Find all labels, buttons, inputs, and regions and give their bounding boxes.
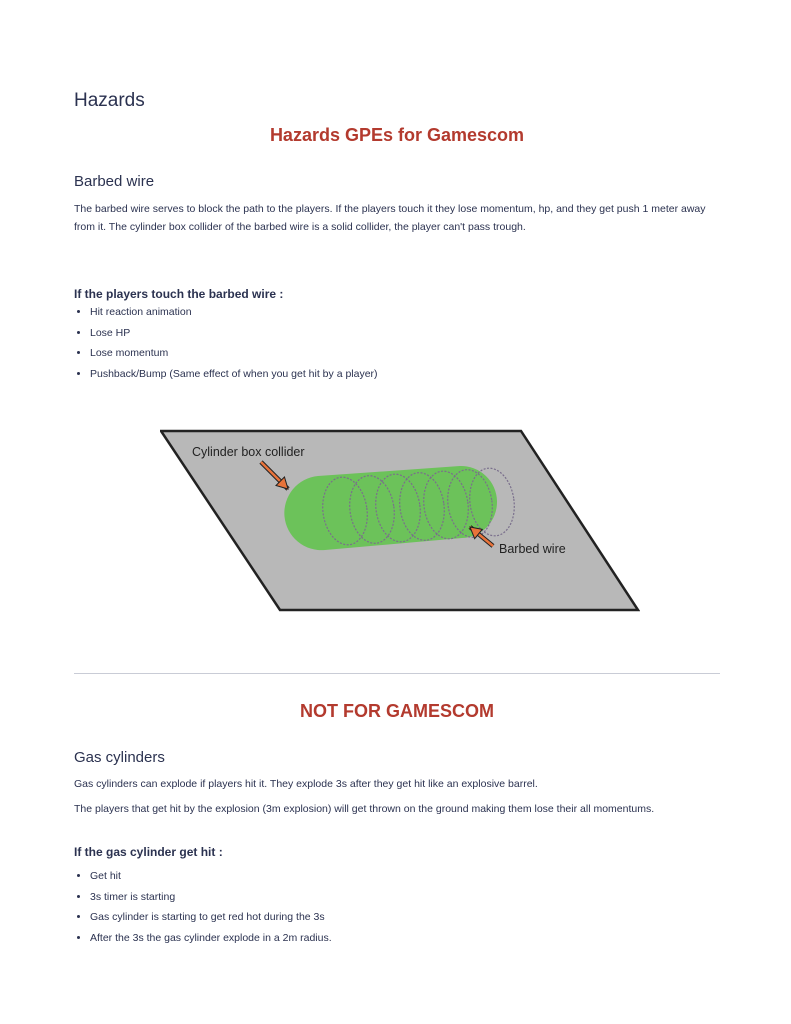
- cylinder-collider: [284, 466, 497, 550]
- page-title: Hazards: [74, 90, 145, 111]
- barbed-wire-diagram: [160, 428, 640, 614]
- list-item: • Hit reaction animation: [90, 302, 378, 323]
- list-item: • 3s timer is starting: [90, 887, 332, 908]
- list-item: • Lose HP: [90, 323, 378, 344]
- barbed-wire-title: Barbed wire: [74, 173, 155, 190]
- list-item: • Gas cylinder is starting to get red hot during the 3s: [90, 907, 332, 928]
- gas-cylinders-description-1: Gas cylinders can explode if players hit it. They explode 3s after they get hit like an explosive barrel.: [74, 778, 538, 790]
- gas-cylinder-steps-list: [74, 866, 332, 949]
- not-gamescom-heading: NOT FOR GAMESCOM: [300, 701, 494, 721]
- barbed-wire-effects-list: [74, 302, 378, 385]
- list-item: • Pushback/Bump (Same effect of when you get hit by a player): [90, 364, 378, 385]
- gamescom-heading: Hazards GPEs for Gamescom: [269, 125, 525, 145]
- gas-cylinders-description-2: The players that get hit by the explosion (3m explosion) will get thrown on the ground making them lose their all momentums.: [74, 803, 655, 815]
- collider-label: Cylinder box collider: [192, 445, 305, 459]
- section-divider: [74, 673, 720, 674]
- list-item: • Lose momentum: [90, 343, 378, 364]
- barbed-wire-label: Barbed wire: [499, 542, 566, 556]
- list-item: • After the 3s the gas cylinder explode in a 2m radius.: [90, 928, 332, 949]
- gas-cylinders-title: Gas cylinders: [74, 749, 165, 766]
- barbed-wire-touch-heading: If the players touch the barbed wire :: [74, 287, 284, 301]
- gas-cylinder-hit-heading: If the gas cylinder get hit :: [74, 845, 223, 859]
- barbed-wire-description: The barbed wire serves to block the path to the players. If the players touch it they lose momentum, hp, and they get push 1 meter away from it. The cylinder box collider of the barbed wire is a solid collider, the player can't pass trough.: [74, 203, 706, 233]
- list-item: • Get hit: [90, 866, 332, 887]
